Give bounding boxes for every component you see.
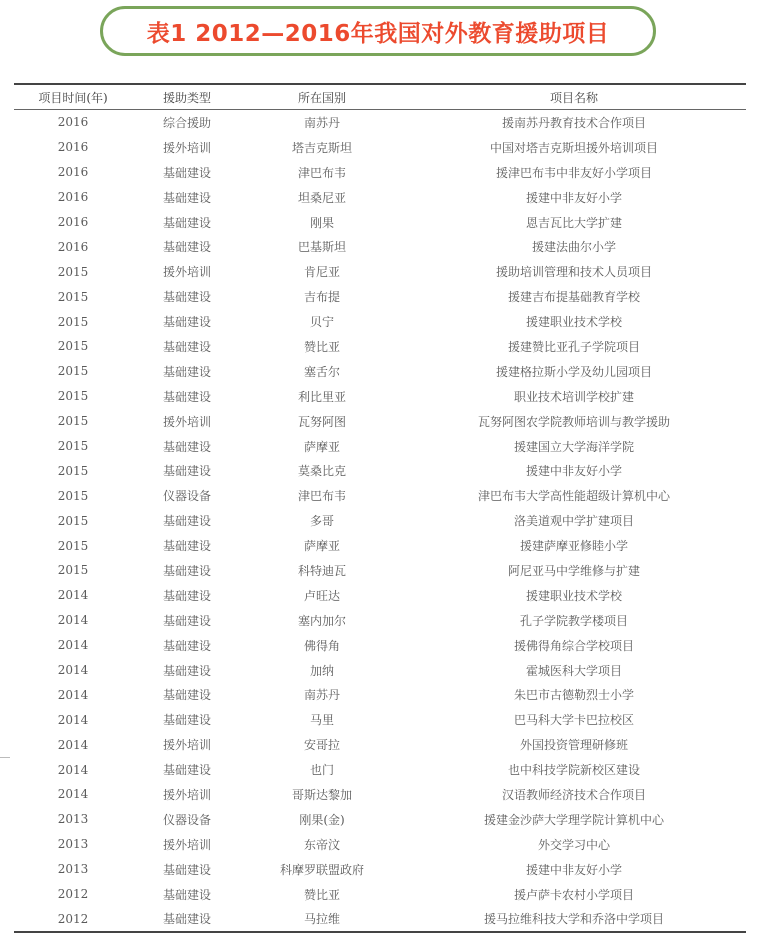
cell-country: 莫桑比克 — [297, 464, 346, 479]
cell-year: 2013 — [57, 837, 89, 852]
cell-project: 援建中非友好小学 — [525, 190, 622, 205]
cell-year: 2015 — [57, 389, 89, 404]
table-row — [14, 434, 746, 459]
cell-type: 援外培训 — [162, 140, 211, 155]
cell-year: 2014 — [57, 787, 89, 802]
cell-country: 安哥拉 — [303, 738, 340, 753]
cell-project: 援建吉布提基础教育学校 — [507, 290, 640, 305]
table-row — [14, 284, 746, 309]
cell-type: 基础建设 — [162, 912, 211, 927]
table-row — [14, 458, 746, 483]
cell-country: 萨摩亚 — [303, 439, 340, 454]
cell-year: 2014 — [57, 687, 89, 702]
cell-type: 基础建设 — [162, 315, 211, 330]
table-row — [14, 234, 746, 259]
table-row — [14, 135, 746, 160]
cell-type: 基础建设 — [162, 887, 211, 902]
cell-project: 职业技术培训学校扩建 — [513, 389, 634, 404]
table-row — [14, 682, 746, 707]
cell-type: 基础建设 — [162, 240, 211, 255]
cell-year: 2013 — [57, 862, 89, 877]
cell-country: 利比里亚 — [297, 389, 346, 404]
cell-country: 肯尼亚 — [303, 265, 340, 280]
title-banner — [100, 6, 656, 56]
cell-year: 2016 — [57, 165, 89, 180]
cell-country: 加纳 — [309, 663, 334, 678]
cell-country: 南苏丹 — [303, 115, 340, 130]
cell-year: 2015 — [57, 414, 89, 429]
cell-project: 中国对塔吉克斯坦援外培训项目 — [489, 140, 658, 155]
table-row — [14, 608, 746, 633]
cell-country: 塞舌尔 — [303, 364, 340, 379]
table-row — [14, 309, 746, 334]
cell-type: 基础建设 — [162, 613, 211, 628]
cell-type: 基础建设 — [162, 215, 211, 230]
cell-type: 基础建设 — [162, 514, 211, 529]
cell-type: 基础建设 — [162, 339, 211, 354]
cell-country: 赞比亚 — [303, 887, 340, 902]
table-row — [14, 633, 746, 658]
cell-type: 基础建设 — [162, 190, 211, 205]
table-row — [14, 782, 746, 807]
table-rows — [14, 110, 746, 931]
cell-type: 基础建设 — [162, 663, 211, 678]
cell-project: 外交学习中心 — [537, 837, 610, 852]
cell-project: 瓦努阿图农学院教师培训与教学援助 — [477, 414, 670, 429]
cell-year: 2015 — [57, 488, 89, 503]
table-row — [14, 483, 746, 508]
cell-country: 科特迪瓦 — [297, 563, 346, 578]
cell-project: 恩吉瓦比大学扩建 — [525, 215, 622, 230]
cell-country: 刚果(金) — [299, 812, 345, 827]
cell-country: 瓦努阿图 — [297, 414, 346, 429]
cell-project: 援建金沙萨大学理学院计算机中心 — [483, 812, 664, 827]
cell-type: 基础建设 — [162, 539, 211, 554]
cell-project: 援助培训管理和技术人员项目 — [495, 265, 652, 280]
cell-country: 贝宁 — [309, 315, 334, 330]
cell-type: 基础建设 — [162, 588, 211, 603]
cell-type: 基础建设 — [162, 389, 211, 404]
cell-project: 洛美道观中学扩建项目 — [513, 514, 634, 529]
cell-project: 援卢萨卡农村小学项目 — [513, 887, 634, 902]
table-row — [14, 508, 746, 533]
cell-type: 援外培训 — [162, 414, 211, 429]
cell-year: 2015 — [57, 264, 89, 279]
cell-type: 基础建设 — [162, 638, 211, 653]
cell-year: 2015 — [57, 289, 89, 304]
table-row — [14, 384, 746, 409]
cell-project: 孔子学院教学楼项目 — [519, 613, 628, 628]
cell-country: 塔吉克斯坦 — [291, 140, 352, 155]
table-row — [14, 658, 746, 683]
table-row — [14, 732, 746, 757]
table-row — [14, 807, 746, 832]
cell-country: 巴基斯坦 — [297, 240, 346, 255]
cell-type: 基础建设 — [162, 862, 211, 877]
cell-type: 援外培训 — [162, 265, 211, 280]
cell-type: 基础建设 — [162, 688, 211, 703]
cell-project: 援建萨摩亚修睦小学 — [519, 539, 628, 554]
cell-country: 马拉维 — [303, 912, 340, 927]
cell-country: 东帝汶 — [303, 837, 340, 852]
cell-year: 2015 — [57, 538, 89, 553]
cell-project: 援建国立大学海洋学院 — [513, 439, 634, 454]
header-year: 项目时间(年) — [38, 90, 108, 105]
cell-year: 2015 — [57, 339, 89, 354]
cell-year: 2014 — [57, 762, 89, 777]
cell-country: 哥斯达黎加 — [291, 787, 352, 802]
table-row — [14, 558, 746, 583]
cell-project: 津巴布韦大学高性能超级计算机中心 — [477, 489, 670, 504]
table-row — [14, 583, 746, 608]
cell-project: 援建中非友好小学 — [525, 862, 622, 877]
table-row — [14, 185, 746, 210]
cell-year: 2016 — [57, 215, 89, 229]
table-row — [14, 359, 746, 384]
cell-type: 基础建设 — [162, 364, 211, 379]
cell-project: 援南苏丹教育技术合作项目 — [501, 115, 646, 130]
cell-type: 援外培训 — [162, 738, 211, 753]
cell-project: 汉语教师经济技术合作项目 — [501, 787, 646, 802]
cell-project: 援马拉维科技大学和乔洛中学项目 — [483, 912, 664, 927]
cell-project: 援建中非友好小学 — [525, 464, 622, 479]
aid-projects-table — [14, 83, 746, 933]
cell-country: 南苏丹 — [303, 688, 340, 703]
cell-year: 2014 — [57, 613, 89, 628]
table-row — [14, 334, 746, 359]
cell-country: 佛得角 — [303, 638, 340, 653]
cell-year: 2015 — [57, 364, 89, 379]
header-type: 援助类型 — [162, 90, 211, 105]
cell-project: 阿尼亚马中学维修与扩建 — [507, 563, 640, 578]
cell-project: 援建法曲尔小学 — [531, 240, 616, 255]
cell-country: 吉布提 — [303, 290, 340, 305]
cell-country: 津巴布韦 — [297, 165, 346, 180]
cell-project: 援建职业技术学校 — [525, 315, 622, 330]
cell-type: 基础建设 — [162, 165, 211, 180]
cell-year: 2016 — [57, 140, 89, 155]
cell-year: 2014 — [57, 588, 89, 603]
header-project: 项目名称 — [549, 90, 598, 105]
table — [14, 85, 746, 109]
cell-type: 基础建设 — [162, 464, 211, 479]
cell-project: 援建赞比亚孔子学院项目 — [507, 339, 640, 354]
table-header-row — [14, 85, 746, 109]
cell-year: 2016 — [57, 190, 89, 205]
cell-country: 多哥 — [309, 514, 334, 529]
cell-type: 仪器设备 — [162, 812, 211, 827]
cell-year: 2012 — [57, 887, 89, 902]
cell-type: 综合援助 — [162, 115, 211, 130]
header-country: 所在国别 — [297, 90, 346, 105]
table-row — [14, 409, 746, 434]
table-row — [14, 707, 746, 732]
cell-year: 2015 — [57, 439, 89, 454]
table-row — [14, 757, 746, 782]
table-row — [14, 259, 746, 284]
table-row — [14, 832, 746, 857]
cell-year: 2012 — [57, 911, 89, 926]
cell-project: 援建职业技术学校 — [525, 588, 622, 603]
cell-project: 朱巴市古德勒烈士小学 — [513, 688, 634, 703]
table-row — [14, 882, 746, 907]
page-edge-mark — [0, 757, 10, 758]
cell-type: 援外培训 — [162, 837, 211, 852]
cell-year: 2016 — [57, 239, 89, 254]
cell-project: 援佛得角综合学校项目 — [513, 638, 634, 653]
cell-year: 2014 — [57, 737, 89, 752]
cell-country: 卢旺达 — [303, 588, 340, 603]
cell-year: 2015 — [57, 463, 89, 478]
cell-project: 援津巴布韦中非友好小学项目 — [495, 165, 652, 180]
cell-year: 2014 — [57, 638, 89, 653]
cell-year: 2013 — [57, 812, 89, 827]
cell-type: 基础建设 — [162, 763, 211, 778]
cell-project: 也中科技学院新校区建设 — [507, 763, 640, 778]
cell-project: 援建格拉斯小学及幼儿园项目 — [495, 364, 652, 379]
cell-country: 坦桑尼亚 — [297, 190, 346, 205]
cell-year: 2015 — [57, 314, 89, 329]
cell-project: 霍城医科大学项目 — [525, 663, 622, 678]
cell-type: 仪器设备 — [162, 489, 211, 504]
cell-type: 基础建设 — [162, 713, 211, 728]
cell-year: 2014 — [57, 663, 89, 678]
table-row — [14, 907, 746, 932]
table-body — [14, 110, 746, 931]
table-row — [14, 210, 746, 235]
cell-type: 援外培训 — [162, 787, 211, 802]
cell-country: 赞比亚 — [303, 339, 340, 354]
cell-country: 也门 — [309, 763, 334, 778]
table-title: 表1 2012—2016年我国对外教育援助项目 — [146, 20, 610, 47]
cell-type: 基础建设 — [162, 290, 211, 305]
cell-type: 基础建设 — [162, 439, 211, 454]
cell-country: 马里 — [309, 713, 334, 728]
cell-country: 津巴布韦 — [297, 489, 346, 504]
cell-year: 2014 — [57, 712, 89, 727]
table-row — [14, 533, 746, 558]
table-row — [14, 160, 746, 185]
cell-year: 2015 — [57, 513, 89, 528]
cell-project: 外国投资管理研修班 — [519, 738, 628, 753]
cell-project: 巴马科大学卡巴拉校区 — [513, 713, 634, 728]
cell-year: 2015 — [57, 563, 89, 578]
cell-type: 基础建设 — [162, 563, 211, 578]
cell-country: 塞内加尔 — [297, 613, 346, 628]
cell-country: 刚果 — [309, 215, 334, 230]
table-row — [14, 857, 746, 882]
cell-country: 萨摩亚 — [303, 539, 340, 554]
cell-country: 科摩罗联盟政府 — [279, 862, 364, 877]
table-row — [14, 110, 746, 135]
cell-year: 2016 — [57, 115, 89, 130]
